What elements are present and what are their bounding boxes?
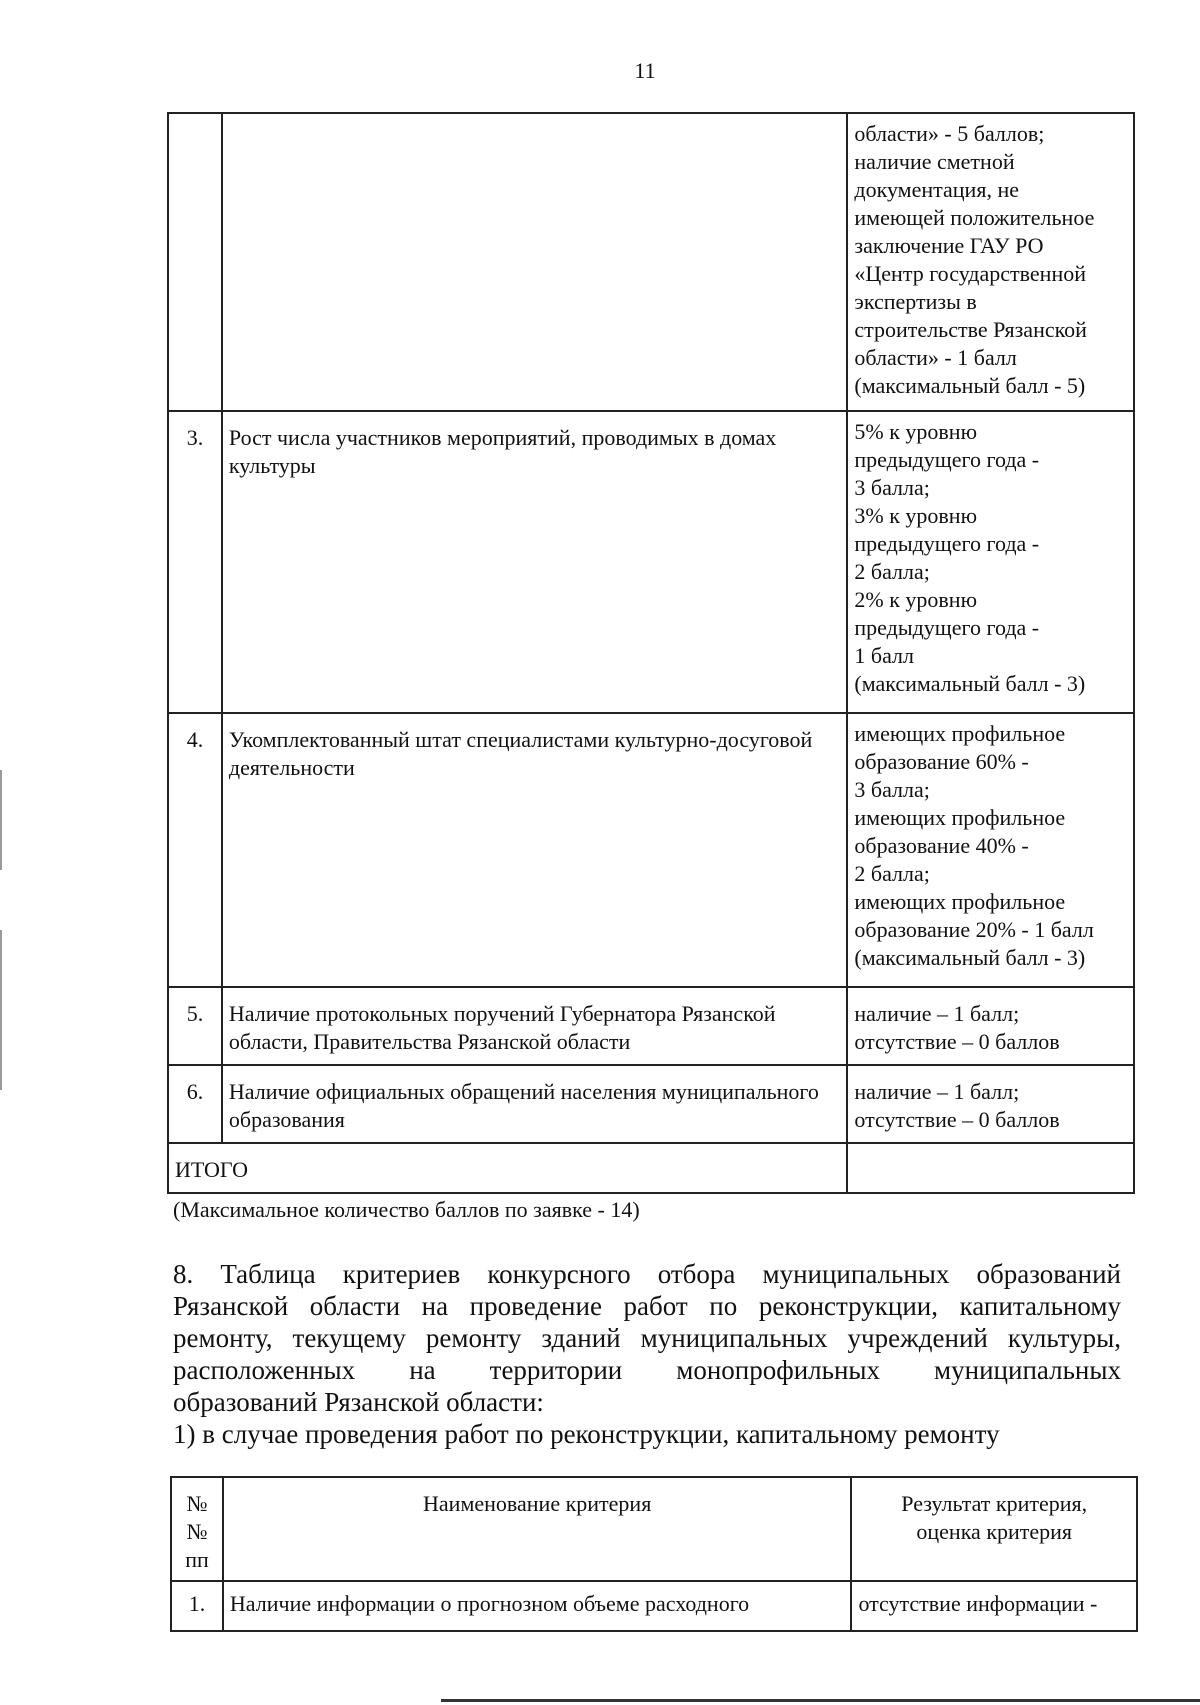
result-line: 2% к уровню (854, 587, 978, 612)
result-line: предыдущего года - (854, 531, 1040, 556)
total-value (847, 1143, 1134, 1193)
result-line: наличие сметной (854, 149, 1015, 174)
table-row (168, 987, 1134, 1065)
criteria-table-continued (167, 112, 1135, 1194)
criterion-name: Наличие официальных обращений населения муниципального образования (222, 1065, 848, 1143)
result-line: 2 балла; (854, 861, 930, 886)
section-heading (173, 1258, 1121, 1418)
result-line: имеющих профильное (854, 889, 1066, 914)
result-line: отсутствие – 0 баллов (854, 1029, 1060, 1054)
heading-line: расположенных на территории монопрофильных муниципальных (173, 1355, 1121, 1385)
criterion-result (847, 1065, 1134, 1143)
table-row (168, 113, 1134, 411)
result-line: предыдущего года - (854, 447, 1040, 472)
result-line: имеющих профильное (854, 721, 1066, 746)
result-line: заключение ГАУ РО (854, 233, 1044, 258)
result-line: (максимальный балл - 5) (854, 373, 1086, 398)
result-line: образование 20% - 1 балл (854, 917, 1094, 942)
heading-line: ремонту, текущему ремонту зданий муниципальных учреждений культуры, (173, 1323, 1121, 1353)
result-line: «Центр государственной (854, 261, 1086, 286)
result-line: имеющей положительное (854, 205, 1095, 230)
row-number: 6. (168, 1065, 222, 1143)
heading-line: 8. Таблица критериев конкурсного отбора муниципальных образований (173, 1259, 1121, 1289)
criteria-table (170, 1476, 1138, 1632)
max-score-note: (Максимальное количество баллов по заявке - 14) (173, 1197, 640, 1222)
criterion-result (847, 411, 1134, 713)
result-line: области» - 1 балл (854, 345, 1017, 370)
header-result-line: оценка критерия (916, 1519, 1073, 1544)
result-line: образование 40% - (854, 833, 1029, 858)
table-total-row (168, 1143, 1134, 1193)
table-header-row (171, 1477, 1137, 1581)
page-number: 11 (634, 58, 656, 83)
criterion-name: Укомплектованный штат специалистами культурно-досуговой деятельности (222, 713, 848, 987)
criterion-name: Наличие информации о прогнозном объеме расходного (223, 1581, 852, 1631)
result-line: строительстве Рязанской (854, 317, 1087, 342)
heading-line: Рязанской области на проведение работ по реконструкции, капитальному (173, 1291, 1121, 1321)
criterion-name: Рост числа участников мероприятий, проводимых в домах культуры (222, 411, 848, 713)
result-line: предыдущего года - (854, 615, 1040, 640)
header-criterion-result (851, 1477, 1137, 1581)
result-line: наличие – 1 балл; (854, 1001, 1020, 1026)
row-number: 3. (168, 411, 222, 713)
bottom-rule (441, 1699, 1200, 1702)
criterion-result (847, 713, 1134, 987)
margin-scan-mark (0, 770, 2, 870)
table-row (168, 411, 1134, 713)
result-line: 3% к уровню (854, 503, 978, 528)
criterion-name: Наличие протокольных поручений Губернатора Рязанской области, Правительства Рязанской области (222, 987, 848, 1065)
header-criterion-name: Наименование критерия (223, 1477, 852, 1581)
result-line: имеющих профильное (854, 805, 1066, 830)
result-line: 2 балла; (854, 559, 930, 584)
result-line: экспертизы в (854, 289, 977, 314)
row-number: 4. (168, 713, 222, 987)
header-result-line: Результат критерия, (901, 1491, 1088, 1516)
result-line: образование 60% - (854, 749, 1029, 774)
result-line: наличие – 1 балл; (854, 1079, 1020, 1104)
result-line: области» - 5 баллов; (854, 121, 1045, 146)
result-line: (максимальный балл - 3) (854, 945, 1086, 970)
criterion-result (847, 113, 1134, 411)
row-number: 5. (168, 987, 222, 1065)
row-number: 1. (171, 1581, 223, 1631)
heading-line: образований Рязанской области: (173, 1387, 544, 1417)
result-line: 3 балла; (854, 475, 930, 500)
table-row (168, 713, 1134, 987)
table-row (171, 1581, 1137, 1631)
total-label: ИТОГО (168, 1143, 847, 1193)
criterion-name (222, 113, 848, 411)
result-line: 5% к уровню (854, 419, 978, 444)
result-line: 3 балла; (854, 777, 930, 802)
result-line: (максимальный балл - 3) (854, 671, 1086, 696)
section-subheading: 1) в случае проведения работ по реконструкции, капитальному ремонту (173, 1419, 1000, 1449)
header-number-line: № (186, 1519, 208, 1544)
criterion-result (847, 987, 1134, 1065)
result-line: 1 балл (854, 643, 914, 668)
margin-scan-mark (0, 930, 2, 1090)
header-number-line: № (186, 1491, 208, 1516)
row-number (168, 113, 222, 411)
header-number (171, 1477, 223, 1581)
header-number-line: пп (185, 1547, 209, 1572)
result-line: отсутствие – 0 баллов (854, 1107, 1060, 1132)
criterion-result: отсутствие информации - (851, 1581, 1137, 1631)
result-line: документация, не (854, 177, 1019, 202)
table-row (168, 1065, 1134, 1143)
